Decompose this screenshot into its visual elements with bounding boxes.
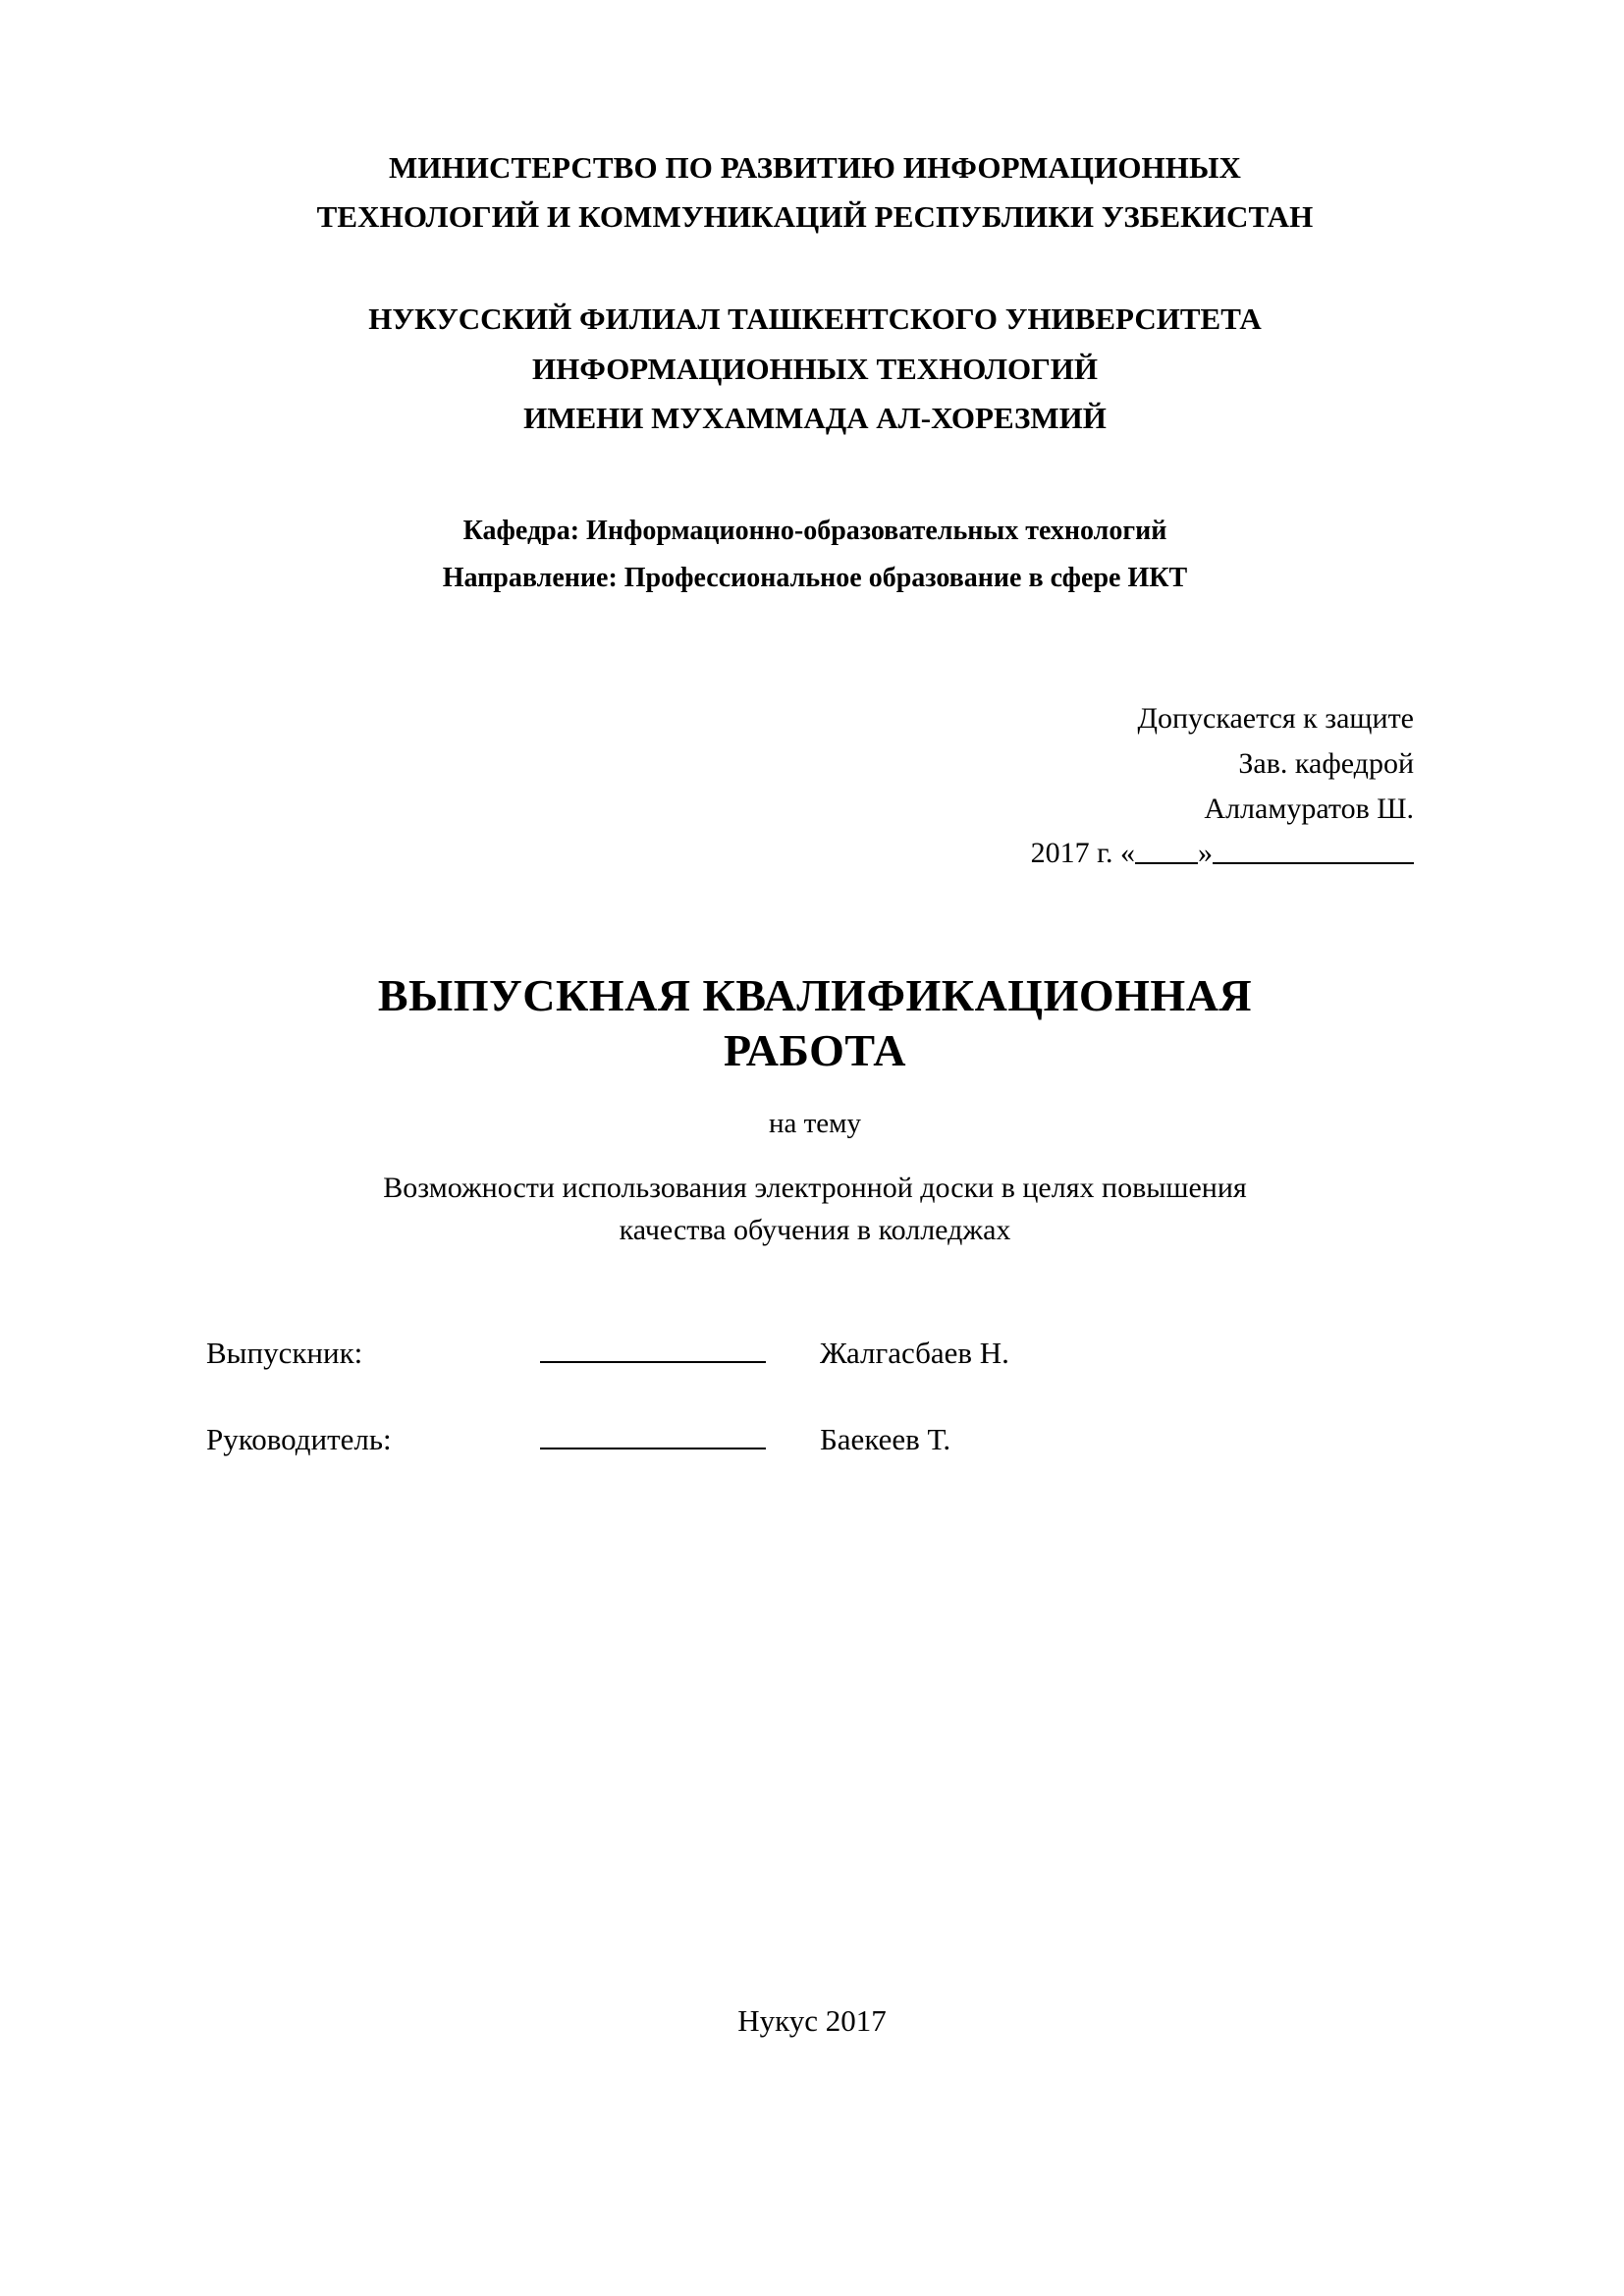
thesis-topic — [206, 1168, 1424, 1251]
chair-line: Кафедра: Информационно-образовательных технологий — [462, 516, 1167, 547]
ministry-heading — [206, 143, 1424, 242]
graduate-name: Жалгасбаев Н. — [820, 1336, 1009, 1371]
ministry-line-1: МИНИСТЕРСТВО ПО РАЗВИТИЮ ИНФОРМАЦИОННЫХ — [388, 150, 1242, 185]
topic-line-1: Возможности использования электронной доски в целях повышения — [383, 1172, 1247, 1204]
direction-line: Направление: Профессиональное образование в сфере ИКТ — [442, 563, 1188, 594]
graduate-signature-line[interactable] — [540, 1360, 766, 1363]
supervisor-signature-line[interactable] — [540, 1447, 766, 1449]
university-line-1: НУКУССКИЙ ФИЛИАЛ ТАШКЕНТСКОГО УНИВЕРСИТЕТА — [368, 301, 1262, 337]
signature-row-graduate — [206, 1330, 1424, 1371]
approval-date-close: » — [1198, 837, 1213, 870]
department-block — [206, 508, 1424, 602]
approval-block — [206, 696, 1424, 875]
ministry-line-2: ТЕХНОЛОГИЙ И КОММУНИКАЦИЙ РЕСПУБЛИКИ УЗБЕКИСТАН — [316, 199, 1314, 235]
graduate-label: Выпускник: — [206, 1336, 363, 1371]
approval-date-year: 2017 г. « — [1030, 837, 1135, 870]
signature-section — [206, 1330, 1424, 1457]
university-heading — [206, 295, 1424, 443]
approval-admitted-text: Допускается к защите — [1137, 702, 1414, 736]
thesis-title — [206, 968, 1424, 1078]
approval-chair-name: Алламуратов Ш. — [1204, 792, 1414, 825]
supervisor-label: Руководитель: — [206, 1422, 392, 1457]
supervisor-name: Баекеев Т. — [820, 1422, 951, 1457]
signature-row-supervisor — [206, 1416, 1424, 1457]
university-line-3: ИМЕНИ МУХАММАДА АЛ-ХОРЕЗМИЙ — [523, 400, 1107, 435]
university-line-2: ИНФОРМАЦИОННЫХ ТЕХНОЛОГИЙ — [531, 351, 1099, 386]
approval-chair-role: Зав. кафедрой — [1238, 747, 1414, 780]
approval-date-row — [206, 831, 1414, 876]
approval-month-blank[interactable] — [1213, 862, 1414, 864]
footer-place-year: Нукус 2017 — [737, 2003, 887, 2038]
page-content — [206, 0, 1424, 1503]
topic-line-2: качества обучения в колледжах — [619, 1213, 1011, 1246]
title-line-1: ВЫПУСКНАЯ КВАЛИФИКАЦИОННАЯ — [377, 969, 1253, 1020]
approval-day-blank[interactable] — [1135, 862, 1198, 864]
title-line-2: РАБОТА — [724, 1024, 906, 1075]
title-subtitle: на тему — [768, 1108, 862, 1139]
